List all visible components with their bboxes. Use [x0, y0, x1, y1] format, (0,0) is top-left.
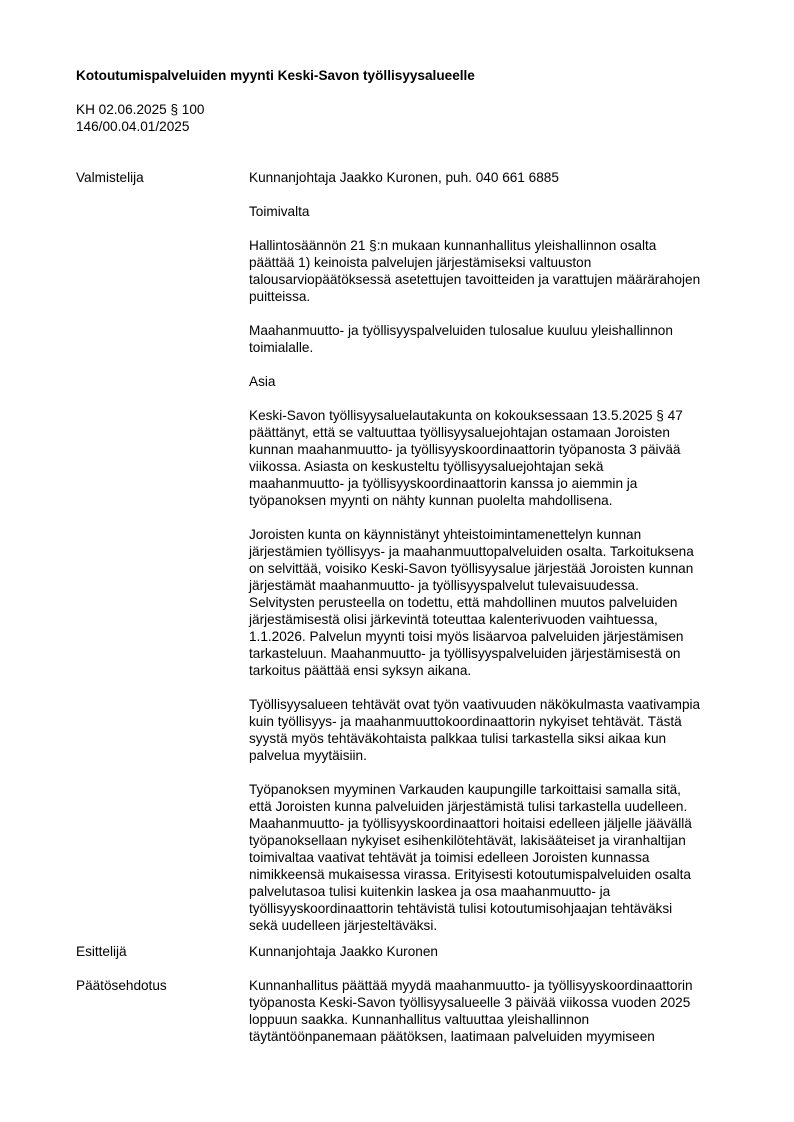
valmistelija-content [249, 169, 744, 934]
paragraph-lautakunta: Keski-Savon työllisyysaluelautakunta on kokouksessaan 13.5.2025 § 47 päättänyt, että se valtuuttaa työllisyysaluejohtajan ostamaan Joroisten kunnan maahanmuutto- ja työllisyyskoordinaattorin työpanosta 3 päivää viikossa. Asiasta on keskusteltu työllisyysaluejohtajan sekä maahanmuutto- ja työllisyyskoordinaattorin kanssa jo aiemmin ja työpanoksen myynti on nähty kunnan puolelta mahdollisena. [249, 408, 683, 508]
presenter-text: Kunnanjohtaja Jaakko Kuronen [249, 944, 438, 959]
esittelija-content [249, 943, 744, 960]
meeting-reference: KH 02.06.2025 § 100 [76, 102, 205, 117]
paatosehdotus-label: Päätösehdotus [76, 978, 167, 993]
paatosehdotus-content [249, 977, 744, 1045]
paragraph-tyopanos: Työpanoksen myyminen Varkauden kaupungille tarkoittaisi samalla sitä, että Joroisten kunna palveluiden järjestämistä tulisi tarkastella uudelleen. Maahanmuutto- ja työllisyyskoordinaattori hoitaisi edelleen jäljelle jäävällä työpanoksellaan nykyiset esihenkilötehtävät, lakisääteiset ja viranhaltijan toimivaltaa vaativat tehtävät ja toimisi edelleen Joroisten kunnassa nimikkeensä mukaisessa virassa. Erityisesti kotoutumispalveluiden osalta palvelutasoa tulisi kuitenkin laskea ja osa maahanmuutto- ja työllisyyskoordinaattorin tehtävistä tulisi kotoutumisohjaajan tehtäväksi sekä uudelleen järjesteltäväksi. [249, 782, 692, 933]
heading-asia: Asia [249, 374, 276, 389]
proposal-text: Kunnanhallitus päättää myydä maahanmuutto- ja työllisyyskoordinaattorin työpanosta Keski-Savon työllisyysalueelle 3 päivää viikossa vuoden 2025 loppuun saakka. Kunnanhallitus valtuuttaa yleishallinnon täytäntöönpanemaan päätöksen, laatimaan palveluiden myymiseen [249, 978, 693, 1044]
document-title: Kotoutumispalveluiden myynti Keski-Savon työllisyysalueelle [76, 68, 475, 83]
case-number: 146/00.04.01/2025 [76, 119, 190, 134]
preparer-text: Kunnanjohtaja Jaakko Kuronen, puh. 040 661 6885 [249, 170, 559, 185]
paragraph-yhteistoiminta: Joroisten kunta on käynnistänyt yhteistoimintamenettelyn kunnan järjestämien työllisyys- ja maahanmuuttopalveluiden osalta. Tarkoituksena on selvittää, voisiko Keski-Savon työllisyysalue järjestää Joroisten kunnan järjestämät maahanmuutto- ja työllisyyspalvelut tulevaisuudessa. Selvitysten perusteella on todettu, että mahdollinen muutos palveluiden järjestämisestä olisi järkevintä toteuttaa kalenterivuoden vaihtuessa, 1.1.2026. Palvelun myynti toisi myös lisäarvoa palveluiden järjestämisen tarkasteluun. Maahanmuutto- ja työllisyyspalveluiden järjestämisestä on tarkoitus päättää ensi syksyn aikana. [249, 527, 694, 678]
paragraph-tulosalue: Maahanmuutto- ja työllisyyspalveluiden tulosalue kuuluu yleishallinnon toimialalle. [249, 323, 673, 355]
paragraph-hallintosaanto: Hallintosäännön 21 §:n mukaan kunnanhallitus yleishallinnon osalta päättää 1) keinoista palvelujen järjestämiseksi valtuuston talousarviopäätöksessä asetettujen tavoitteiden ja varattujen määrärahojen puitteissa. [249, 238, 701, 304]
heading-toimivalta: Toimivalta [249, 204, 310, 219]
reference-block [76, 101, 205, 135]
paragraph-tehtavat: Työllisyysalueen tehtävät ovat työn vaativuuden näkökulmasta vaativampia kuin työllisyys- ja maahanmuuttokoordinaattorin nykyiset tehtävät. Tästä syystä myös tehtäväkohtaista palkkaa tulisi tarkastella siksi aikaa kun palvelua myytäisiin. [249, 697, 701, 763]
valmistelija-label: Valmistelija [76, 170, 144, 185]
esittelija-label: Esittelijä [76, 944, 127, 959]
